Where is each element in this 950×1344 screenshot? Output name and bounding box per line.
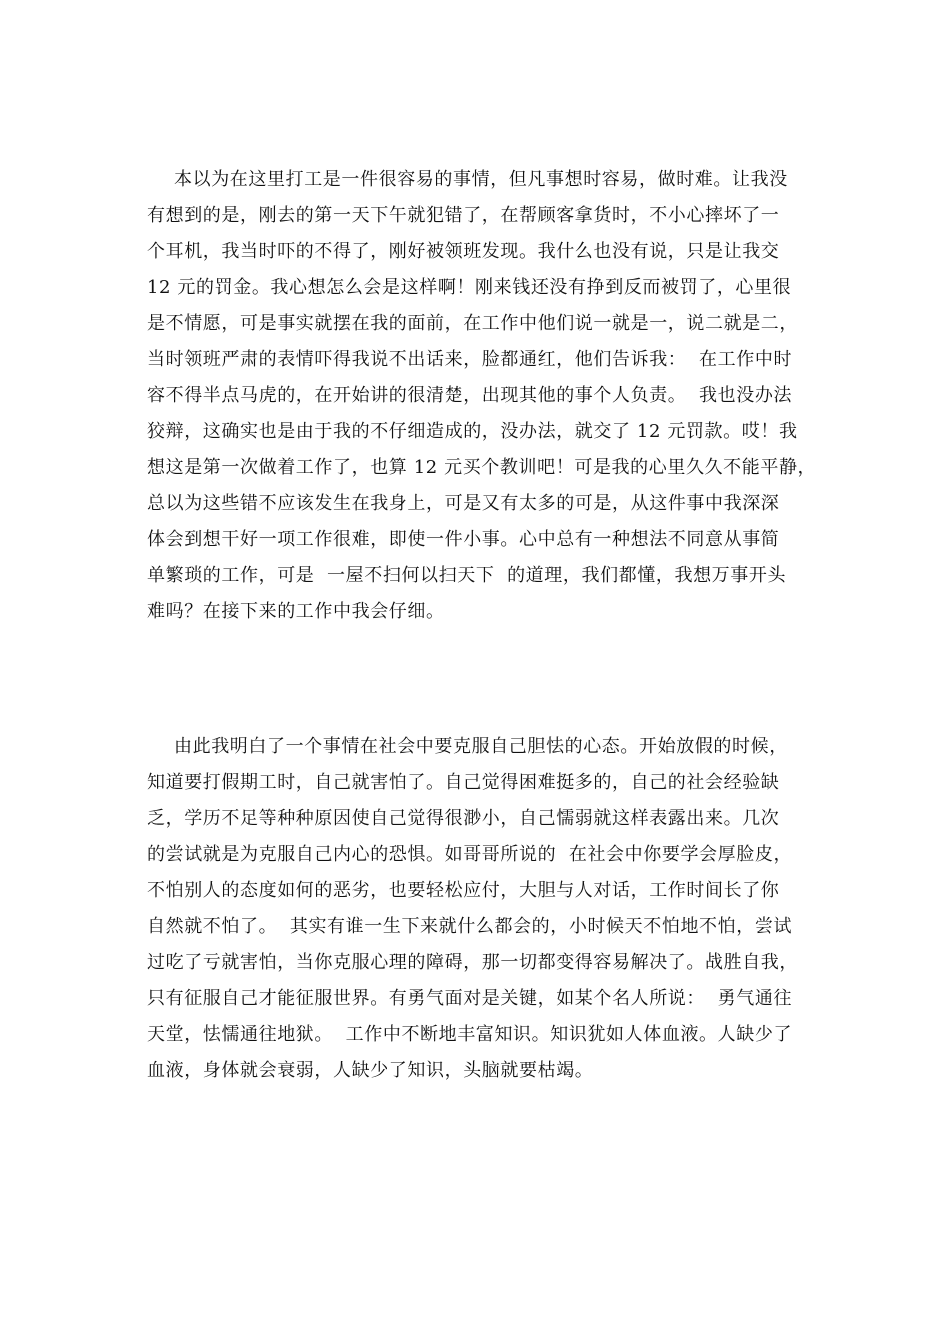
text-line: 只有征服自己才能征服世界。有勇气面对是关键，如某个名人所说： 勇气通往 — [147, 988, 793, 1009]
text-line: 是不情愿，可是事实就摆在我的面前，在工作中他们说一就是一，说二就是二， — [147, 313, 798, 334]
text-line: 个耳机，我当时吓的不得了，刚好被领班发现。我什么也没有说，只是让我交 — [147, 241, 780, 262]
text-line: 想这是第一次做着工作了，也算 12 元买个教训吧！可是我的心里久久不能平静， — [147, 457, 817, 478]
text-line: 单繁琐的工作，可是 一屋不扫何以扫天下 的道理，我们都懂，我想万事开头 — [147, 565, 787, 586]
text-line: 当时领班严肃的表情吓得我说不出话来，脸都通红，他们告诉我： 在工作中时 — [147, 349, 793, 370]
text-line: 有想到的是，刚去的第一天下午就犯错了，在帮顾客拿货时，不小心摔坏了一 — [147, 205, 780, 226]
text-line: 狡辩，这确实也是由于我的不仔细造成的，没办法，就交了 12 元罚款。哎！我 — [147, 421, 798, 442]
text-line: 总以为这些错不应该发生在我身上，可是又有太多的可是，从这件事中我深深 — [147, 493, 780, 514]
text-line: 的尝试就是为克服自己内心的恐惧。如哥哥所说的 在社会中你要学会厚脸皮， — [147, 844, 793, 865]
text-line: 容不得半点马虎的，在开始讲的很清楚，出现其他的事个人负责。 我也没办法 — [147, 385, 793, 406]
text-line: 不怕别人的态度如何的恶劣，也要轻松应付，大胆与人对话，工作时间长了你 — [147, 880, 780, 901]
text-line: 难吗？在接下来的工作中我会仔细。 — [147, 601, 445, 622]
text-line: 乏，学历不足等种种原因使自己觉得很渺小，自己懦弱就这样表露出来。几次 — [147, 808, 780, 829]
text-line: 自然就不怕了。 其实有谁一生下来就什么都会的，小时候天不怕地不怕，尝试 — [147, 916, 793, 937]
text-line: 血液，身体就会衰弱，人缺少了知识，头脑就要枯竭。 — [147, 1060, 594, 1081]
text-line: 过吃了亏就害怕，当你克服心理的障碍，那一切都变得容易解决了。战胜自我， — [147, 952, 798, 973]
text-line: 由此我明白了一个事情在社会中要克服自己胆怯的心态。开始放假的时候， — [174, 736, 788, 757]
text-line: 知道要打假期工时，自己就害怕了。自己觉得困难挺多的，自己的社会经验缺 — [147, 772, 780, 793]
text-line: 体会到想干好一项工作很难，即使一件小事。心中总有一种想法不同意从事简 — [147, 529, 780, 550]
text-line: 12 元的罚金。我心想怎么会是这样啊！刚来钱还没有挣到反而被罚了，心里很 — [147, 277, 792, 298]
text-line: 天堂，怯懦通往地狱。 工作中不断地丰富知识。知识犹如人体血液。人缺少了 — [147, 1024, 793, 1045]
text-line: 本以为在这里打工是一件很容易的事情，但凡事想时容易，做时难。让我没 — [174, 169, 788, 190]
